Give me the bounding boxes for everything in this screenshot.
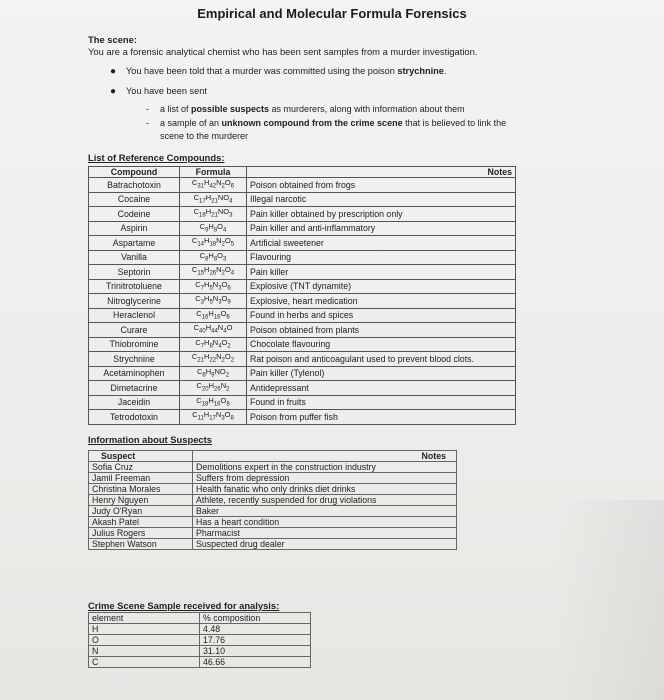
compound-formula: $C_{40}H_{44}N_4O$ bbox=[180, 323, 247, 338]
compound-formula: $C_3H_5N_3O_9$ bbox=[180, 294, 247, 309]
suspects-table bbox=[88, 450, 457, 550]
compound-name: Tetrodotoxin bbox=[89, 410, 180, 425]
compound-notes: Pain killer bbox=[247, 265, 516, 280]
table-row bbox=[89, 221, 516, 236]
table-row bbox=[89, 506, 457, 517]
sample-composition: 17.76 bbox=[200, 635, 311, 646]
table-row bbox=[89, 646, 311, 657]
compound-name: Strychnine bbox=[89, 352, 180, 367]
reference-heading: List of Reference Compounds: bbox=[88, 152, 225, 163]
table-row bbox=[89, 352, 516, 367]
compound-name: Batrachotoxin bbox=[89, 178, 180, 193]
header-notes: Notes bbox=[247, 167, 516, 178]
photo-shadow bbox=[554, 500, 664, 700]
compound-formula: $C_{16}H_{16}O_6$ bbox=[180, 308, 247, 323]
table-row bbox=[89, 265, 516, 280]
table-row bbox=[89, 178, 516, 193]
sample-element: N bbox=[89, 646, 200, 657]
table-row bbox=[89, 462, 457, 473]
compound-name: Codeine bbox=[89, 207, 180, 222]
compound-name: Aspirin bbox=[89, 221, 180, 236]
suspect-name: Akash Patel bbox=[89, 517, 193, 528]
sample-element: O bbox=[89, 635, 200, 646]
compound-notes: Found in fruits bbox=[247, 395, 516, 410]
compound-notes: Antidepressant bbox=[247, 381, 516, 396]
header-suspect-notes: Notes bbox=[193, 451, 457, 462]
suspect-notes: Athlete, recently suspended for drug violations bbox=[193, 495, 457, 506]
table-row bbox=[89, 528, 457, 539]
table-row bbox=[89, 207, 516, 222]
compound-notes: Artificial sweetener bbox=[247, 236, 516, 251]
bullet-1-end: . bbox=[443, 66, 447, 76]
compound-name: Heraclenol bbox=[89, 308, 180, 323]
bullet-dot: ● bbox=[110, 86, 117, 97]
sub-bullet-2-continued: scene to the murderer bbox=[160, 131, 249, 141]
suspect-notes: Pharmacist bbox=[193, 528, 457, 539]
sample-composition: 31.10 bbox=[200, 646, 311, 657]
table-row bbox=[89, 473, 457, 484]
suspect-name: Christina Morales bbox=[89, 484, 193, 495]
compound-name: Nitroglycerine bbox=[89, 294, 180, 309]
table-row bbox=[89, 657, 311, 668]
table-row bbox=[89, 410, 516, 425]
table-row bbox=[89, 308, 516, 323]
header-formula: Formula bbox=[180, 167, 247, 178]
compound-name: Jaceidin bbox=[89, 395, 180, 410]
table-row bbox=[89, 635, 311, 646]
sample-heading: Crime Scene Sample received for analysis: bbox=[88, 600, 280, 611]
suspect-notes: Demolitions expert in the construction industry bbox=[193, 462, 457, 473]
suspect-notes: Has a heart condition bbox=[193, 517, 457, 528]
compound-formula: $C_7H_5N_3O_6$ bbox=[180, 279, 247, 294]
header-suspect: Suspect bbox=[89, 451, 193, 462]
compound-notes: Rat poison and anticoagulant used to prevent blood clots. bbox=[247, 352, 516, 367]
suspect-notes: Baker bbox=[193, 506, 457, 517]
table-row bbox=[89, 279, 516, 294]
compound-formula: $C_{14}H_{18}N_2O_5$ bbox=[180, 236, 247, 251]
compound-name: Acetaminophen bbox=[89, 366, 180, 381]
suspect-notes: Health fanatic who only drinks diet drinks bbox=[193, 484, 457, 495]
compound-formula: $C_7H_8N_4O_2$ bbox=[180, 337, 247, 352]
compound-formula: $C_{17}H_{21}NO_4$ bbox=[180, 192, 247, 207]
table-row bbox=[89, 366, 516, 381]
table-row bbox=[89, 495, 457, 506]
compound-formula: $C_{20}H_{26}N_2$ bbox=[180, 381, 247, 396]
bullet-dot: ● bbox=[110, 66, 117, 77]
table-row bbox=[89, 236, 516, 251]
scene-text: You are a forensic analytical chemist who has been sent samples from a murder investigation. bbox=[88, 46, 478, 57]
compound-notes: Explosive (TNT dynamite) bbox=[247, 279, 516, 294]
compound-name: Thiobromine bbox=[89, 337, 180, 352]
bullet-1-bold: strychnine bbox=[397, 66, 444, 76]
compound-name: Cocaine bbox=[89, 192, 180, 207]
bullet-2-text: You have been sent bbox=[126, 86, 207, 96]
suspect-notes: Suspected drug dealer bbox=[193, 539, 457, 550]
compound-notes: Explosive, heart medication bbox=[247, 294, 516, 309]
compound-notes: Pain killer (Tylenol) bbox=[247, 366, 516, 381]
compound-notes: Pain killer obtained by prescription only bbox=[247, 207, 516, 222]
compound-formula: $C_8H_8O_3$ bbox=[180, 250, 247, 265]
table-row bbox=[89, 484, 457, 495]
header-composition: % composition bbox=[200, 613, 311, 624]
compound-name: Curare bbox=[89, 323, 180, 338]
suspect-name: Sofia Cruz bbox=[89, 462, 193, 473]
table-header-row bbox=[89, 613, 311, 624]
compound-formula: $C_8H_9NO_2$ bbox=[180, 366, 247, 381]
compound-formula: $C_{21}H_{22}N_2O_2$ bbox=[180, 352, 247, 367]
compound-notes: Chocolate flavouring bbox=[247, 337, 516, 352]
suspect-notes: Suffers from depression bbox=[193, 473, 457, 484]
table-row bbox=[89, 517, 457, 528]
table-row bbox=[89, 337, 516, 352]
sample-composition: 4.48 bbox=[200, 624, 311, 635]
compound-notes: Found in herbs and spices bbox=[247, 308, 516, 323]
table-row bbox=[89, 539, 457, 550]
compound-notes: Poison obtained from frogs bbox=[247, 178, 516, 193]
compound-notes: Flavouring bbox=[247, 250, 516, 265]
compound-formula: $C_{15}H_{26}N_2O_4$ bbox=[180, 265, 247, 280]
table-row bbox=[89, 294, 516, 309]
table-row bbox=[89, 323, 516, 338]
compound-notes: Pain killer and anti-inflammatory bbox=[247, 221, 516, 236]
compound-name: Dimetacrine bbox=[89, 381, 180, 396]
table-row bbox=[89, 250, 516, 265]
table-header-row bbox=[89, 451, 457, 462]
table-row bbox=[89, 192, 516, 207]
reference-table bbox=[88, 166, 516, 425]
sample-element: H bbox=[89, 624, 200, 635]
header-element: element bbox=[89, 613, 200, 624]
compound-formula: $C_9H_8O_4$ bbox=[180, 221, 247, 236]
compound-notes: Poison obtained from plants bbox=[247, 323, 516, 338]
table-header-row bbox=[89, 167, 516, 178]
suspect-name: Julius Rogers bbox=[89, 528, 193, 539]
compound-formula: $C_{18}H_{21}NO_3$ bbox=[180, 207, 247, 222]
compound-formula: $C_{18}H_{16}O_8$ bbox=[180, 395, 247, 410]
bullet-1-text: You have been told that a murder was committed using the poison bbox=[126, 66, 398, 76]
suspect-name: Jamil Freeman bbox=[89, 473, 193, 484]
table-row bbox=[89, 395, 516, 410]
table-row bbox=[89, 624, 311, 635]
compound-formula: $C_{11}H_{17}N_3O_8$ bbox=[180, 410, 247, 425]
header-compound: Compound bbox=[89, 167, 180, 178]
suspect-name: Judy O'Ryan bbox=[89, 506, 193, 517]
compound-formula: $C_{31}H_{42}N_2O_6$ bbox=[180, 178, 247, 193]
suspects-heading: Information about Suspects bbox=[88, 434, 212, 445]
compound-name: Aspartame bbox=[89, 236, 180, 251]
document-page: Empirical and Molecular Formula Forensics The scene: You are a forensic analytical chemist who has been sent samples from a murder investigation. ● You have been told that a murder was committed using the poison strychnine. ● You have been sent - a list of possible suspects as murderers, along with information about them - a sample of an unknown compound from the crime scene that is believed to link the scene to the murderer List of Reference Compounds: Compound Formula Notes Batrachotoxin $C_{31}H_{42}N_2O_6$ Poison obtained from frogs Cocaine $C_{17}H_{21}NO_4$ Illegal narcotic Codeine $C_{18}H_{21}NO_3$ Pain killer obtained by prescription only Aspirin $C_9H_8O_4$ Pain killer and anti-inflammatory Aspartame $C_{14}H_{18}N_2O_5$ Artificial sweetener Vanilla $C_8H_8O_3$ Flavouring Septorin $C_{15}H_{26}N_2O_4$ Pain killer Trinitrotoluene $C_7H_5N_3O_6$ Explosive (TNT dynamite) Nitroglycerine $C_3H_5N_3O_9$ Explosive, heart medication Heraclenol $C_{16}H_{16}O_6$ Found in herbs and spices Curare $C_{40}H_{44}N_4O$ Poison obtained from plants Thiobromine $C_7H_8N_4O_2$ Chocolate flavouring Strychnine $C_{21}H_{22}N_2O_2$ Rat poison and anticoagulant used to prevent blood clots. Acetaminophen $C_8H_9NO_2$ Pain killer (Tylenol) Dimetacrine $C_{20}H_{26}N_2$ Antidepressant Jaceidin $C_{18}H_{16}O_8$ Found in fruits Tetrodotoxin $C_{11}H_{17}N_3O_8$ Poison from puffer fish Information about Suspects Suspect Notes Sofia Cruz Demolitions expert in the construction industry Jamil Freeman Suffers from depression Christina Morales Health fanatic who only drinks diet drinks Henry Nguyen Athlete, recently suspended for drug violations Judy O'Ryan Baker Akash Patel Has a heart condition Julius Rogers Pharmacist Stephen Watson Suspected drug dealer Crime Scene Sample received for analysis: element % composition H 4.48 O 17.76 N 31.10 C 46.66 bbox=[0, 0, 664, 700]
page-title: Empirical and Molecular Formula Forensics bbox=[197, 6, 467, 21]
table-row bbox=[89, 381, 516, 396]
suspect-name: Stephen Watson bbox=[89, 539, 193, 550]
compound-notes: Illegal narcotic bbox=[247, 192, 516, 207]
sample-table bbox=[88, 612, 311, 668]
sample-element: C bbox=[89, 657, 200, 668]
suspect-name: Henry Nguyen bbox=[89, 495, 193, 506]
scene-heading: The scene: bbox=[88, 34, 137, 45]
sample-composition: 46.66 bbox=[200, 657, 311, 668]
compound-name: Trinitrotoluene bbox=[89, 279, 180, 294]
compound-name: Vanilla bbox=[89, 250, 180, 265]
compound-name: Septorin bbox=[89, 265, 180, 280]
compound-notes: Poison from puffer fish bbox=[247, 410, 516, 425]
